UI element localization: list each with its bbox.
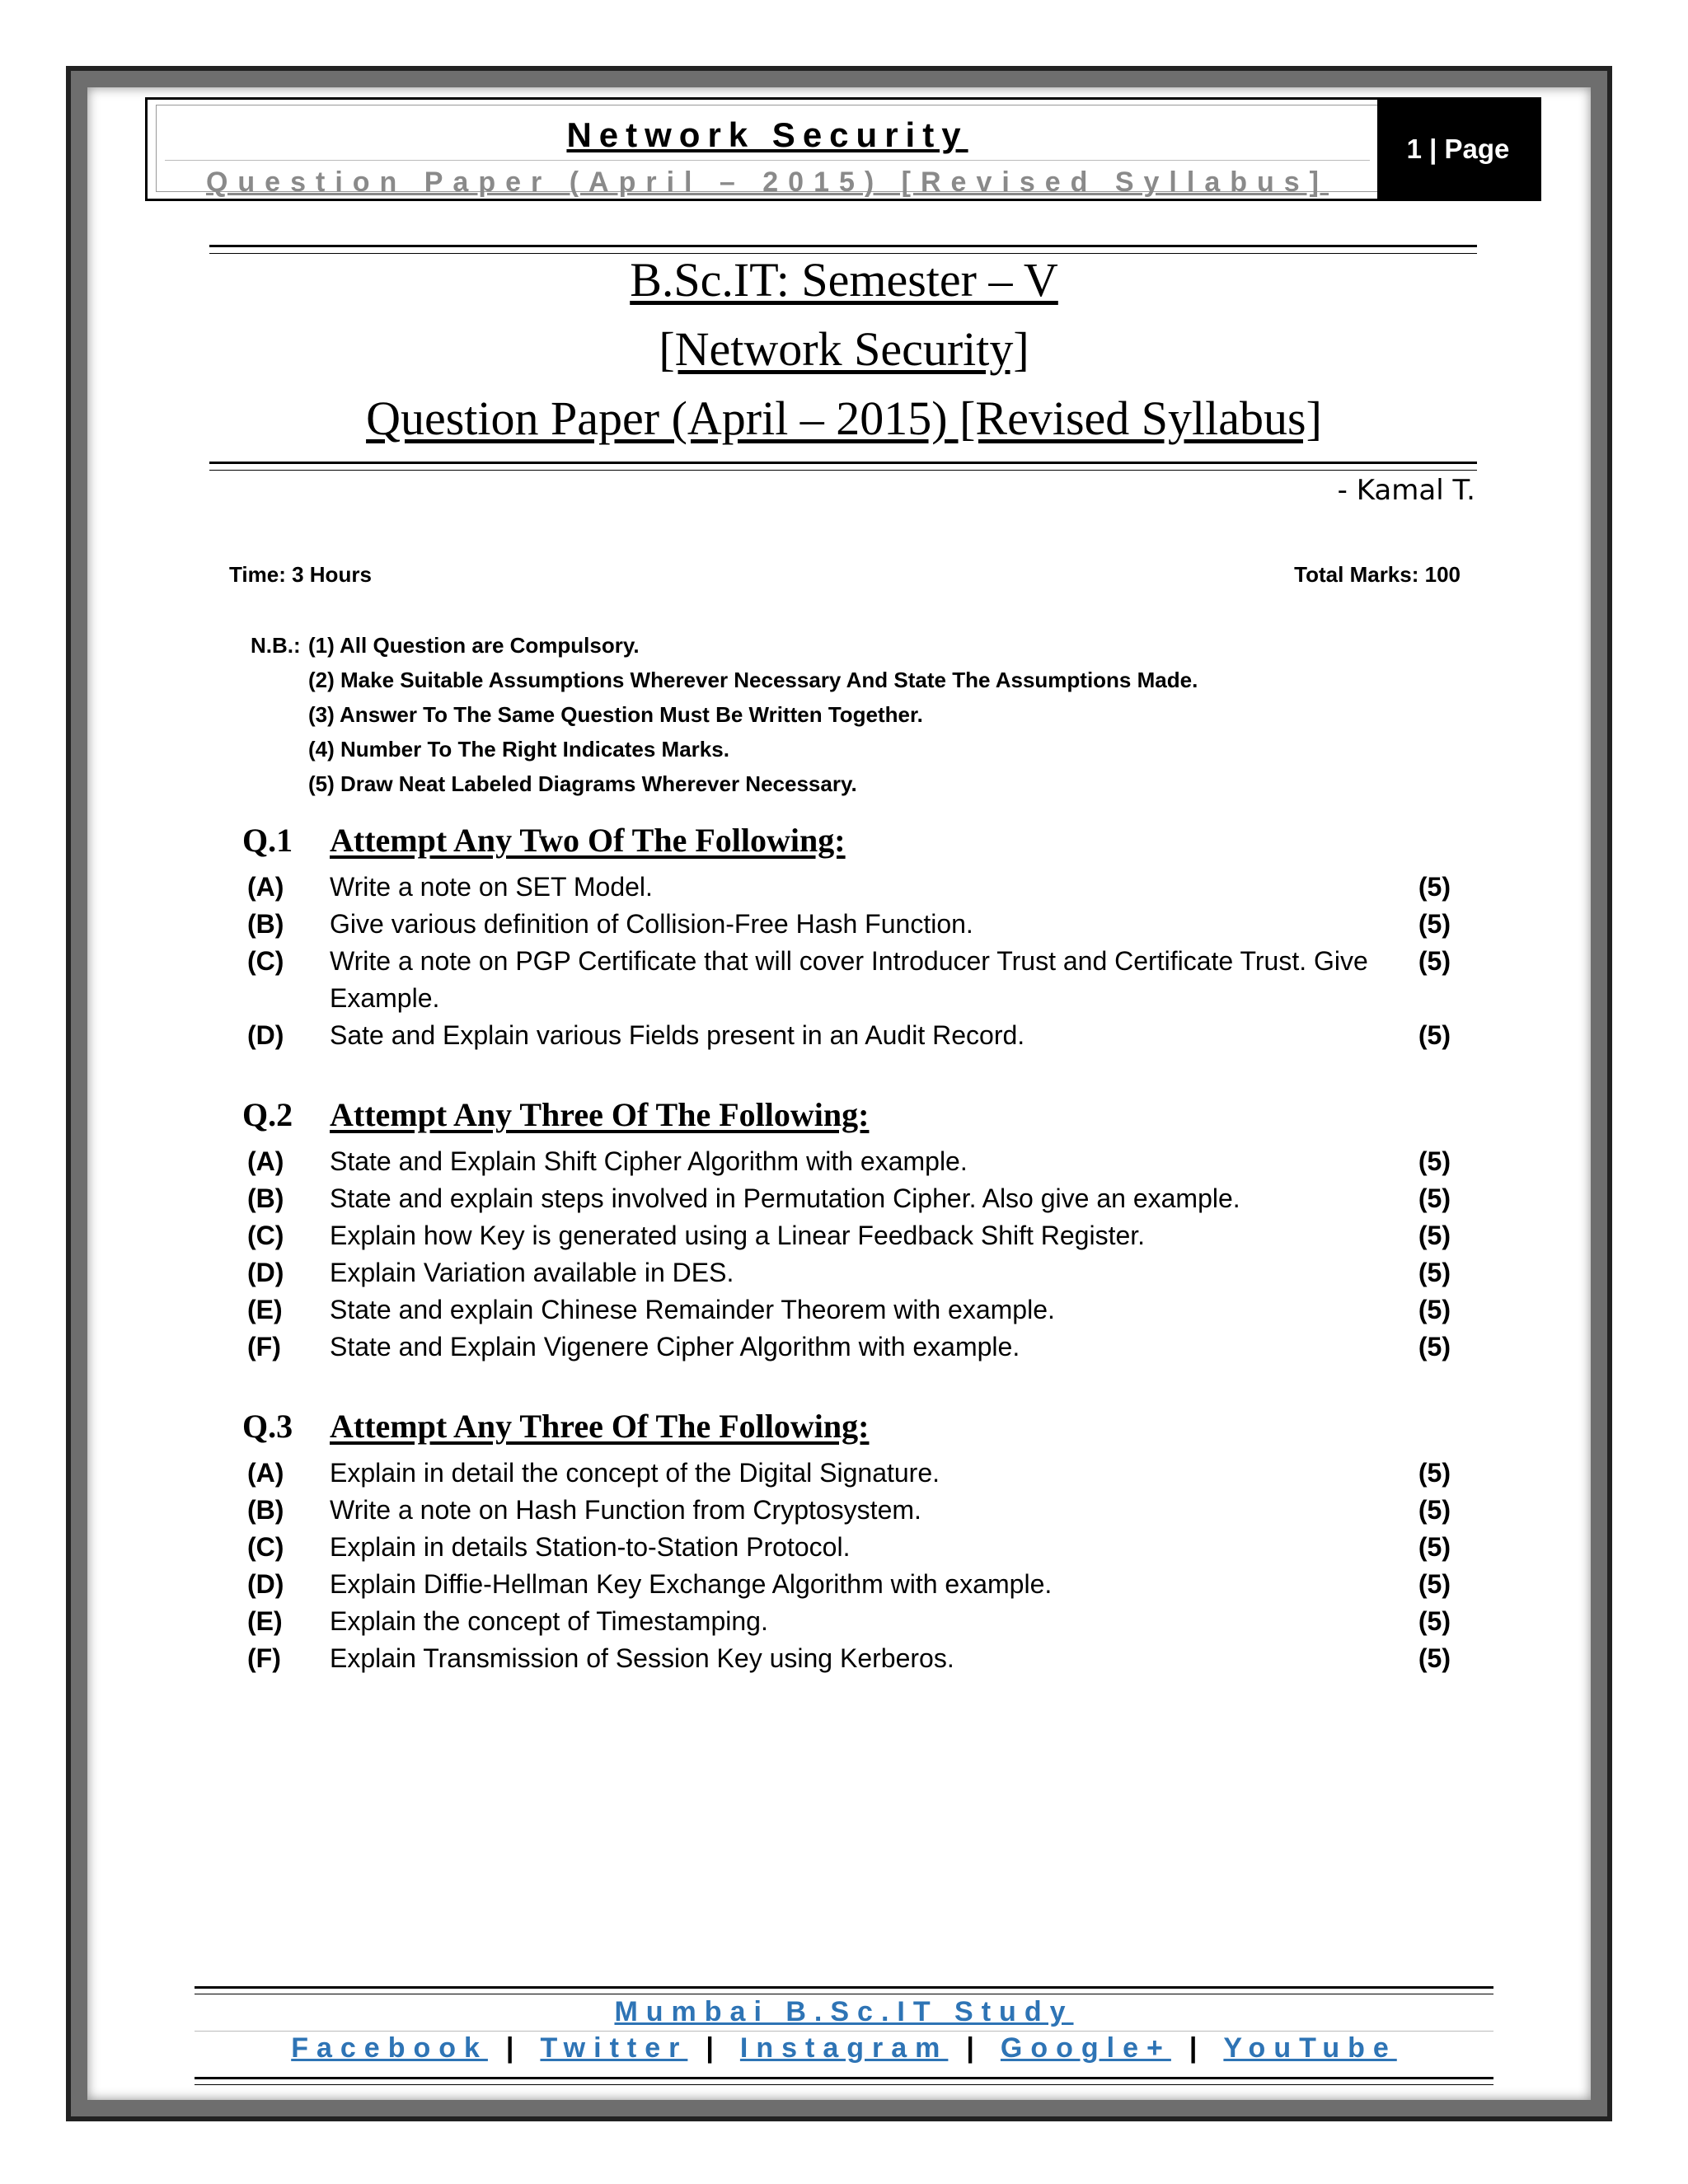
question-item: (A) State and Explain Shift Cipher Algorithm with example. (5) <box>247 1146 1451 1176</box>
question-heading: Q.2 Attempt Any Three Of The Following: <box>242 1096 870 1133</box>
footer-site-name[interactable]: Mumbai B.Sc.IT Study <box>614 1996 1074 2027</box>
question-heading: Q.1 Attempt Any Two Of The Following: <box>242 822 846 859</box>
footer-link-twitter[interactable]: Twitter <box>540 2032 688 2064</box>
instructions <box>251 628 1198 801</box>
footer-bottom-rule <box>195 2077 1493 2085</box>
title-bottom-rule <box>209 462 1477 471</box>
subject-title: [Network Security] <box>659 322 1029 376</box>
question-item: (D) Explain Diffie-Hellman Key Exchange Algorithm with example. (5) <box>247 1569 1451 1599</box>
author: - Kamal T. <box>1337 474 1475 507</box>
header-title-box <box>156 105 1379 198</box>
instruction-item: N.B.: (1) All Question are Compulsory. <box>251 628 1198 663</box>
question-item: (A) Write a note on SET Model. (5) <box>247 872 1451 902</box>
footer-link-youtube[interactable]: YouTube <box>1223 2032 1397 2064</box>
header-divider <box>165 160 1370 161</box>
question-item: (D) Sate and Explain various Fields present in an Audit Record. (5) <box>247 1020 1451 1050</box>
page-number: 1 | Page <box>1377 100 1539 199</box>
page-header <box>145 97 1541 201</box>
footer-link-facebook[interactable]: Facebook <box>291 2032 488 2064</box>
header-subtitle: Question Paper (April – 2015) [Revised Syllabus] <box>205 166 1329 198</box>
footer-divider <box>195 2031 1493 2032</box>
footer-top-rule <box>195 1986 1493 1994</box>
question-item: (B) Write a note on Hash Function from Cryptosystem. (5) <box>247 1495 1451 1525</box>
course-title: B.Sc.IT: Semester – V <box>630 253 1058 307</box>
exam-time: Time: 3 Hours <box>229 562 372 587</box>
exam-total-marks: Total Marks: 100 <box>1294 562 1461 587</box>
question-list <box>247 869 1451 1054</box>
instruction-item: (4) Number To The Right Indicates Marks. <box>308 737 729 762</box>
question-item: (D) Explain Variation available in DES. (5) <box>247 1258 1451 1287</box>
question-item: (E) Explain the concept of Timestamping. (5) <box>247 1606 1451 1636</box>
footer-link-google-plus[interactable]: Google+ <box>1000 2032 1171 2064</box>
instruction-item: (5) Draw Neat Labeled Diagrams Wherever Necessary. <box>308 771 857 796</box>
footer-link-instagram[interactable]: Instagram <box>739 2032 949 2064</box>
question-item: (B) State and explain steps involved in Permutation Cipher. Also give an example. (5) <box>247 1183 1451 1213</box>
instruction-item: (3) Answer To The Same Question Must Be Written Together. <box>308 702 923 727</box>
question-item: (E) State and explain Chinese Remainder Theorem with example. (5) <box>247 1295 1451 1324</box>
question-item: (C) Explain how Key is generated using a Linear Feedback Shift Register. (5) <box>247 1221 1451 1250</box>
question-list <box>247 1143 1451 1366</box>
instruction-item: (2) Make Suitable Assumptions Wherever Necessary And State The Assumptions Made. <box>308 668 1198 692</box>
instructions-label: N.B.: <box>251 633 301 658</box>
paper-title: Question Paper (April – 2015) [Revised Syllabus] <box>366 391 1322 445</box>
question-item: (F) Explain Transmission of Session Key using Kerberos. (5) <box>247 1643 1451 1673</box>
footer-social-links: Facebook | Twitter | Instagram | Google+ | YouTube <box>291 2032 1397 2064</box>
question-item: (C) Write a note on PGP Certificate that will cover Introducer Trust and Certificate Trust. Give Example. (5) <box>247 946 1451 1013</box>
question-item: (A) Explain in detail the concept of the Digital Signature. (5) <box>247 1458 1451 1488</box>
question-item: (C) Explain in details Station-to-Station Protocol. (5) <box>247 1532 1451 1562</box>
question-heading: Q.3 Attempt Any Three Of The Following: <box>242 1408 870 1445</box>
question-list <box>247 1455 1451 1677</box>
header-title: Network Security <box>566 115 968 154</box>
question-item: (F) State and Explain Vigenere Cipher Algorithm with example. (5) <box>247 1332 1451 1361</box>
page-inner <box>87 87 1591 2100</box>
question-item: (B) Give various definition of Collision-Free Hash Function. (5) <box>247 909 1451 939</box>
